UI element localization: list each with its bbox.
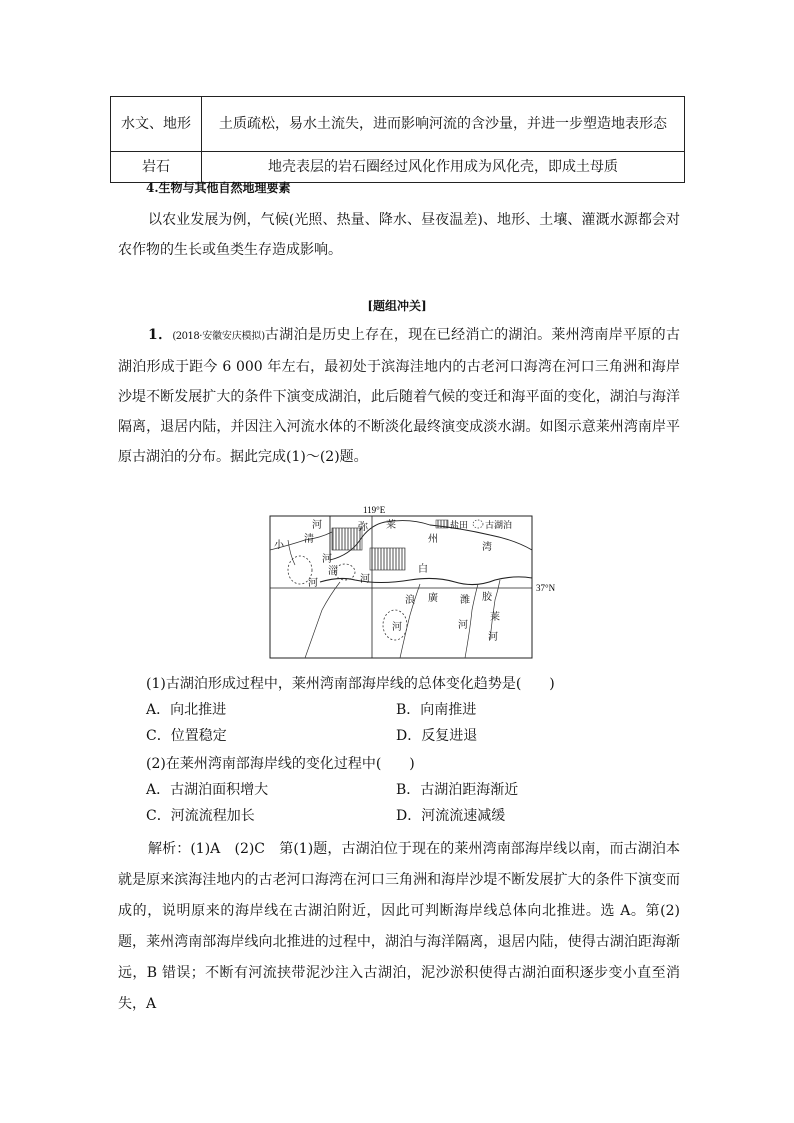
ancient-lake-map [260,500,560,660]
question-stem [118,320,680,472]
row-content: 地壳表层的岩石圈经过风化作用成为风化壳，即成土母质 [202,152,685,183]
map-label: 河 [488,632,498,643]
option-a: A．向北推进 [146,702,227,718]
map-label: 河 [458,620,468,631]
map-label: 淄 [328,566,338,577]
question-source: (2018·安徽安庆模拟) [172,331,265,342]
factor-table [110,96,685,183]
row-label: 水文、地形 [111,97,202,152]
legend-lake-label: 古湖泊 [485,520,513,530]
map-label: 胶 [482,592,492,603]
map-label: 河 [322,554,332,565]
table-row [111,97,685,152]
legend-salt-label: 盐田 [450,520,469,530]
map-label: 廣 [428,593,438,604]
map-label: 河 [392,622,402,633]
map-label: 弥 [358,522,368,533]
answer-analysis: 解析：(1)A (2)C 第(1)题，古湖泊位于现在的莱州湾南部海岸线以南，而古湖泊本就是原来滨海洼地内的古老河口海湾在河口三角洲和海岸沙堤不断发展扩大的条件下演变而成的，说明原来的海岸线在古湖泊附近，因此可判断海岸线总体向北推进。选 A。第(2)题，莱州湾南部海岸线向北推进的过程中，湖泊与海洋隔离，退居内陆，使得古湖泊距海渐远，B 错误；不断有河流挟带泥沙注入古湖泊，泥沙淤积使得古湖泊面积逐步变小直至消失，A [118,841,680,1012]
map-label: 州 [428,534,438,545]
option-b: B．古湖泊距海渐近 [396,782,519,798]
map-label: 莱 [386,520,396,531]
section-paragraph: 以农业发展为例，气候(光照、热量、降水、昼夜温差)、地形、土壤、灌溉水源都会对农作物的生长或鱼类生存造成影响。 [118,212,680,258]
map-label: 河 [312,520,322,531]
place-labels [274,518,500,643]
sub-question-2: (2)在莱州湾南部海岸线的变化过程中( ) [146,756,415,772]
map-label: 湾 [482,542,492,553]
option-d: D．河流流速减缓 [396,808,506,824]
option-a: A．古湖泊面积增大 [146,782,269,798]
map-label: 河 [308,578,318,589]
question-number: 1． [148,327,173,343]
map-label: 潍 [460,595,470,606]
map-label: 浪 [405,595,415,606]
row-content: 土质疏松，易水土流失，进而影响河流的含沙量，并进一步塑造地表形态 [202,97,685,152]
question-text: 古湖泊是历史上存在，现在已经消亡的湖泊。莱州湾南岸平原的古湖泊形成于距今 6 000 年左右，最初处于滨海洼地内的古老河口海湾在河口三角洲和海岸沙堤不断发展扩大的条件下演变成湖泊，此后随着气候的变迁和海平面的变化，湖泊与海洋隔离，退居内陆，并因注入河流水体的不断淡化最终演变成淡水湖。如图示意莱州湾南岸平原古湖泊的分布。据此完成(1)～(2)题。 [118,327,680,465]
map-legend [436,519,512,530]
map-label: 莱 [490,612,500,623]
option-c: C．河流流程加长 [146,808,255,824]
salt-fields [332,528,405,570]
table-row [111,152,685,183]
row-label: 岩石 [111,152,202,183]
map-label: 河 [360,574,370,585]
map-label: 清 [304,534,314,545]
section-heading: [题组冲关] [367,299,427,313]
sub-question-1: (1)古湖泊形成过程中，莱州湾南部海岸线的总体变化趋势是( ) [146,676,555,692]
lon-label: 119°E [363,505,386,515]
option-c: C．位置稳定 [146,728,227,744]
option-b: B．向南推进 [396,702,477,718]
option-d: D．反复进退 [396,728,478,744]
section-subtitle: 4.生物与其他自然地理要素 [146,181,291,195]
map-label: 白 [418,564,428,575]
lat-label: 37°N [536,583,556,593]
map-label: 小 [274,540,284,551]
